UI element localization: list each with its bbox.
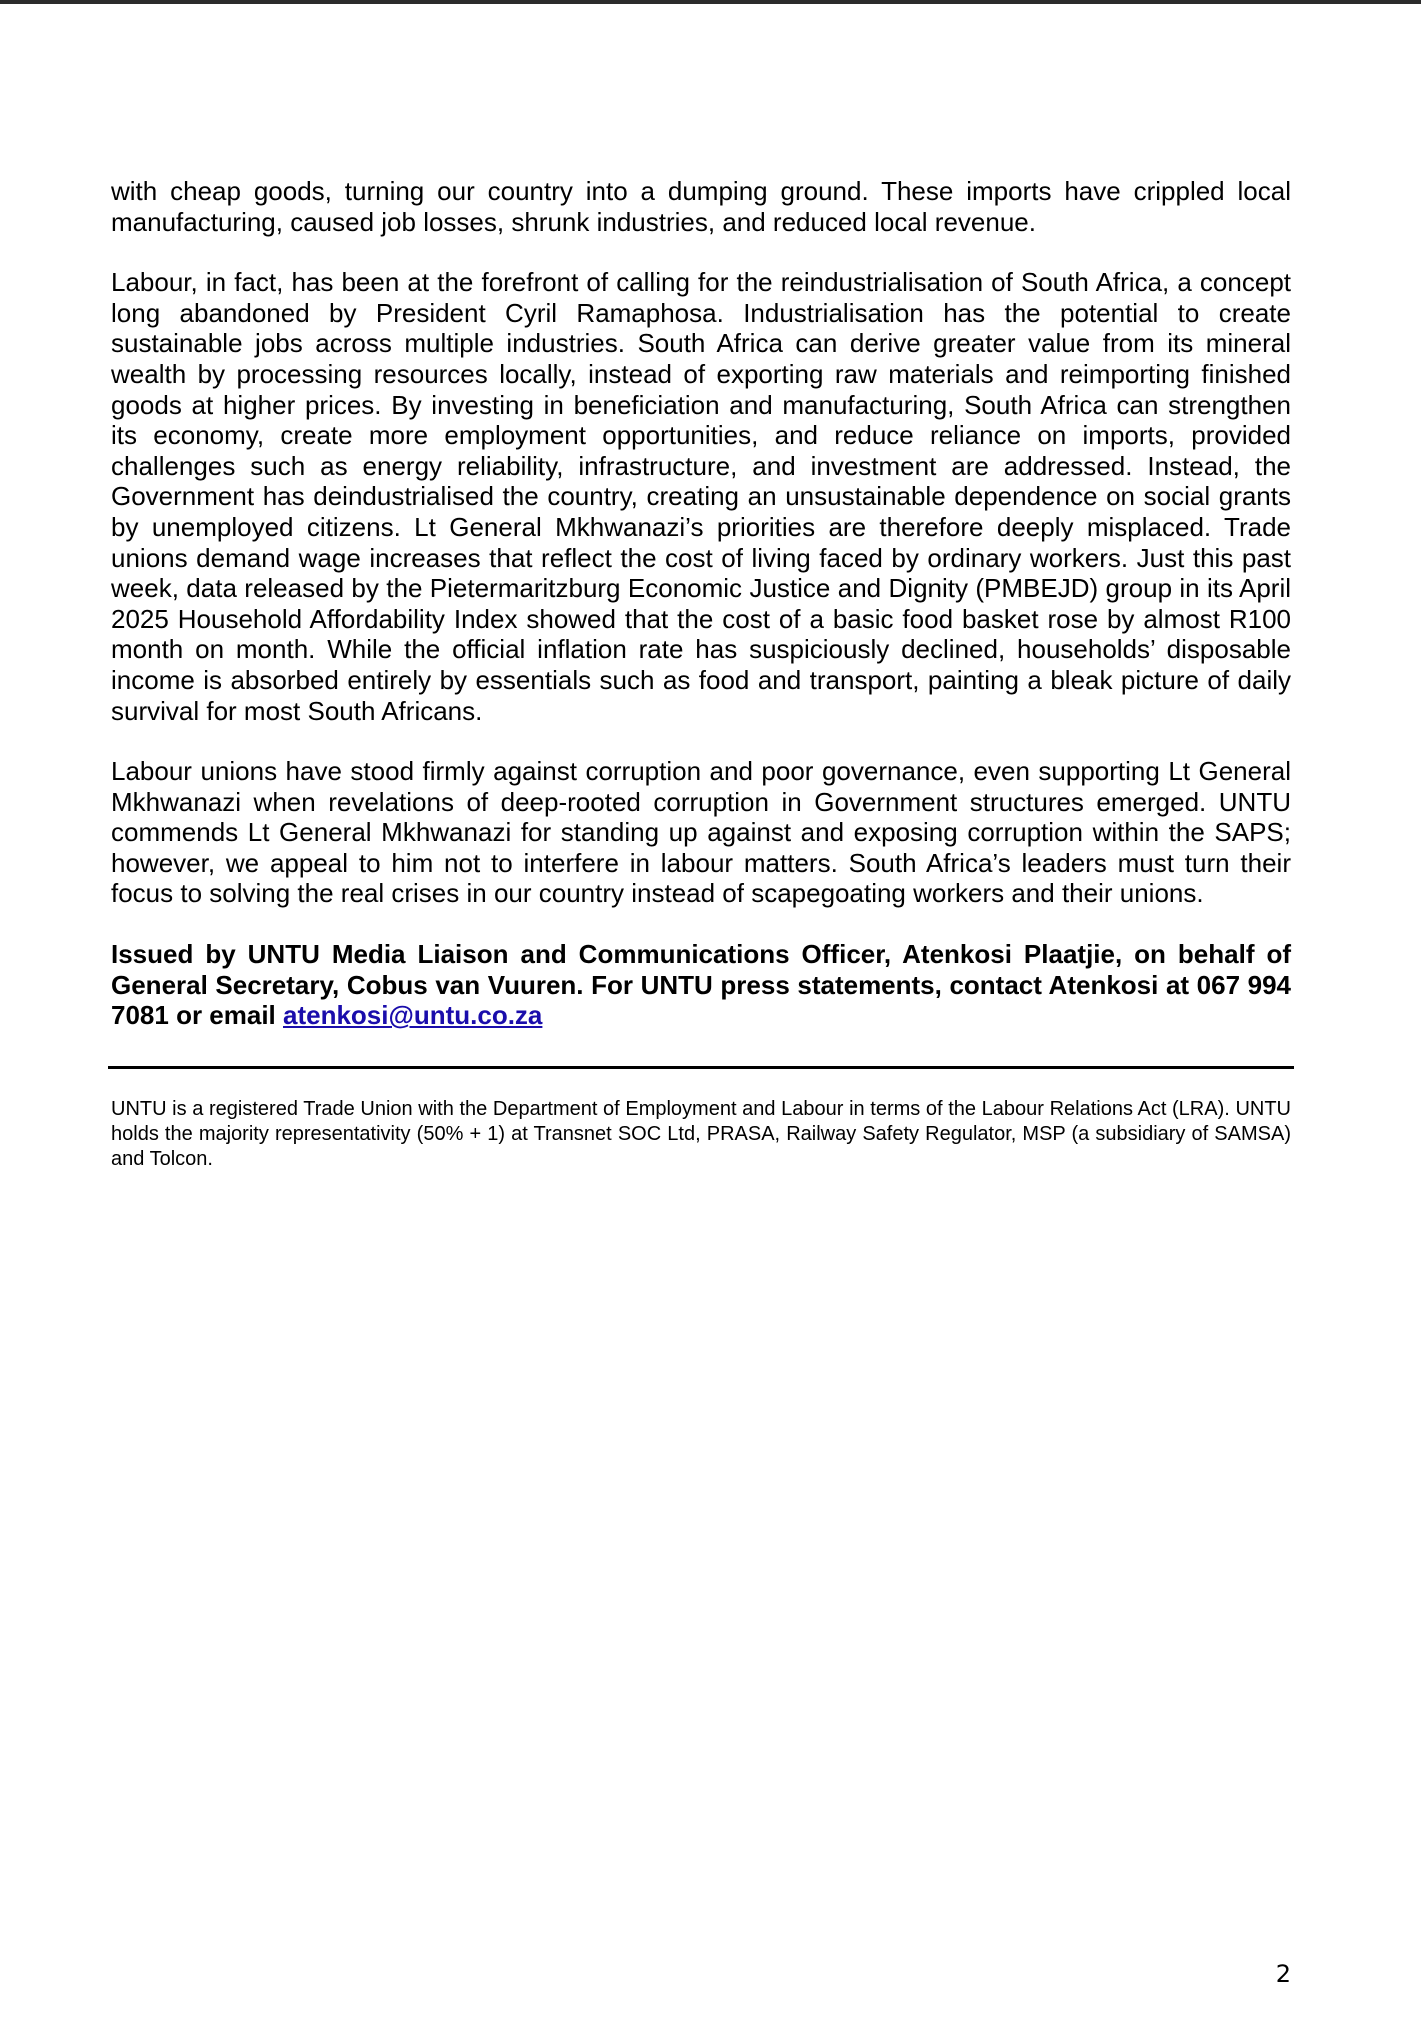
top-border bbox=[0, 0, 1421, 4]
issued-by-statement bbox=[111, 939, 1291, 1031]
page-number: 2 bbox=[1275, 1960, 1291, 1988]
document-body bbox=[111, 176, 1291, 1031]
paragraph-imports: with cheap goods, turning our country into a dumping ground. These imports have crippled local manufacturing, caused job losses, shrunk industries, and reduced local revenue. bbox=[111, 176, 1291, 237]
paragraph-reindustrialisation: Labour, in fact, has been at the forefront of calling for the reindustrialisation of South Africa, a concept long abandoned by President Cyril Ramaphosa. Industrialisation has the potential to create sustainable jobs across multiple industries. South Africa can derive greater value from its mineral wealth by processing resources locally, instead of exporting raw materials and reimporting finished goods at higher prices. By investing in beneficiation and manufacturing, South Africa can strengthen its economy, create more employment opportunities, and reduce reliance on imports, provided challenges such as energy reliability, infrastructure, and investment are addressed. Instead, the Government has deindustrialised the country, creating an unsustainable dependence on social grants by unemployed citizens. Lt General Mkhwanazi’s priorities are therefore deeply misplaced. Trade unions demand wage increases that reflect the cost of living faced by ordinary workers. Just this past week, data released by the Pietermaritzburg Economic Justice and Dignity (PMBEJD) group in its April 2025 Household Affordability Index showed that the cost of a basic food basket rose by almost R100 month on month. While the official inflation rate has suspiciously declined, households’ disposable income is absorbed entirely by essentials such as food and transport, painting a bleak picture of daily survival for most South Africans. bbox=[111, 267, 1291, 726]
footer-registration-note: UNTU is a registered Trade Union with the Department of Employment and Labour in terms of the Labour Relations Act (LRA). UNTU holds the majority representativity (50% + 1) at Transnet SOC Ltd, PRASA, Railway Safety Regulator, MSP (a subsidiary of SAMSA) and Tolcon. bbox=[111, 1098, 1291, 1170]
issued-by-text: Issued by UNTU Media Liaison and Communications Officer, Atenkosi Plaatjie, on behalf of General Secretary, Cobus van Vuuren. For UNTU press statements, contact Atenkosi at 067 994 7081 or email bbox=[111, 939, 1291, 1031]
footer-divider bbox=[108, 1066, 1294, 1069]
email-link[interactable]: atenkosi@untu.co.za bbox=[283, 1000, 543, 1031]
paragraph-corruption: Labour unions have stood firmly against corruption and poor governance, even supporting Lt General Mkhwanazi when revelations of deep-rooted corruption in Government structures emerged. UNTU commends Lt General Mkhwanazi for standing up against and exposing corruption within the SAPS; however, we appeal to him not to interfere in labour matters. South Africa’s leaders must turn their focus to solving the real crises in our country instead of scapegoating workers and their unions. bbox=[111, 756, 1291, 909]
